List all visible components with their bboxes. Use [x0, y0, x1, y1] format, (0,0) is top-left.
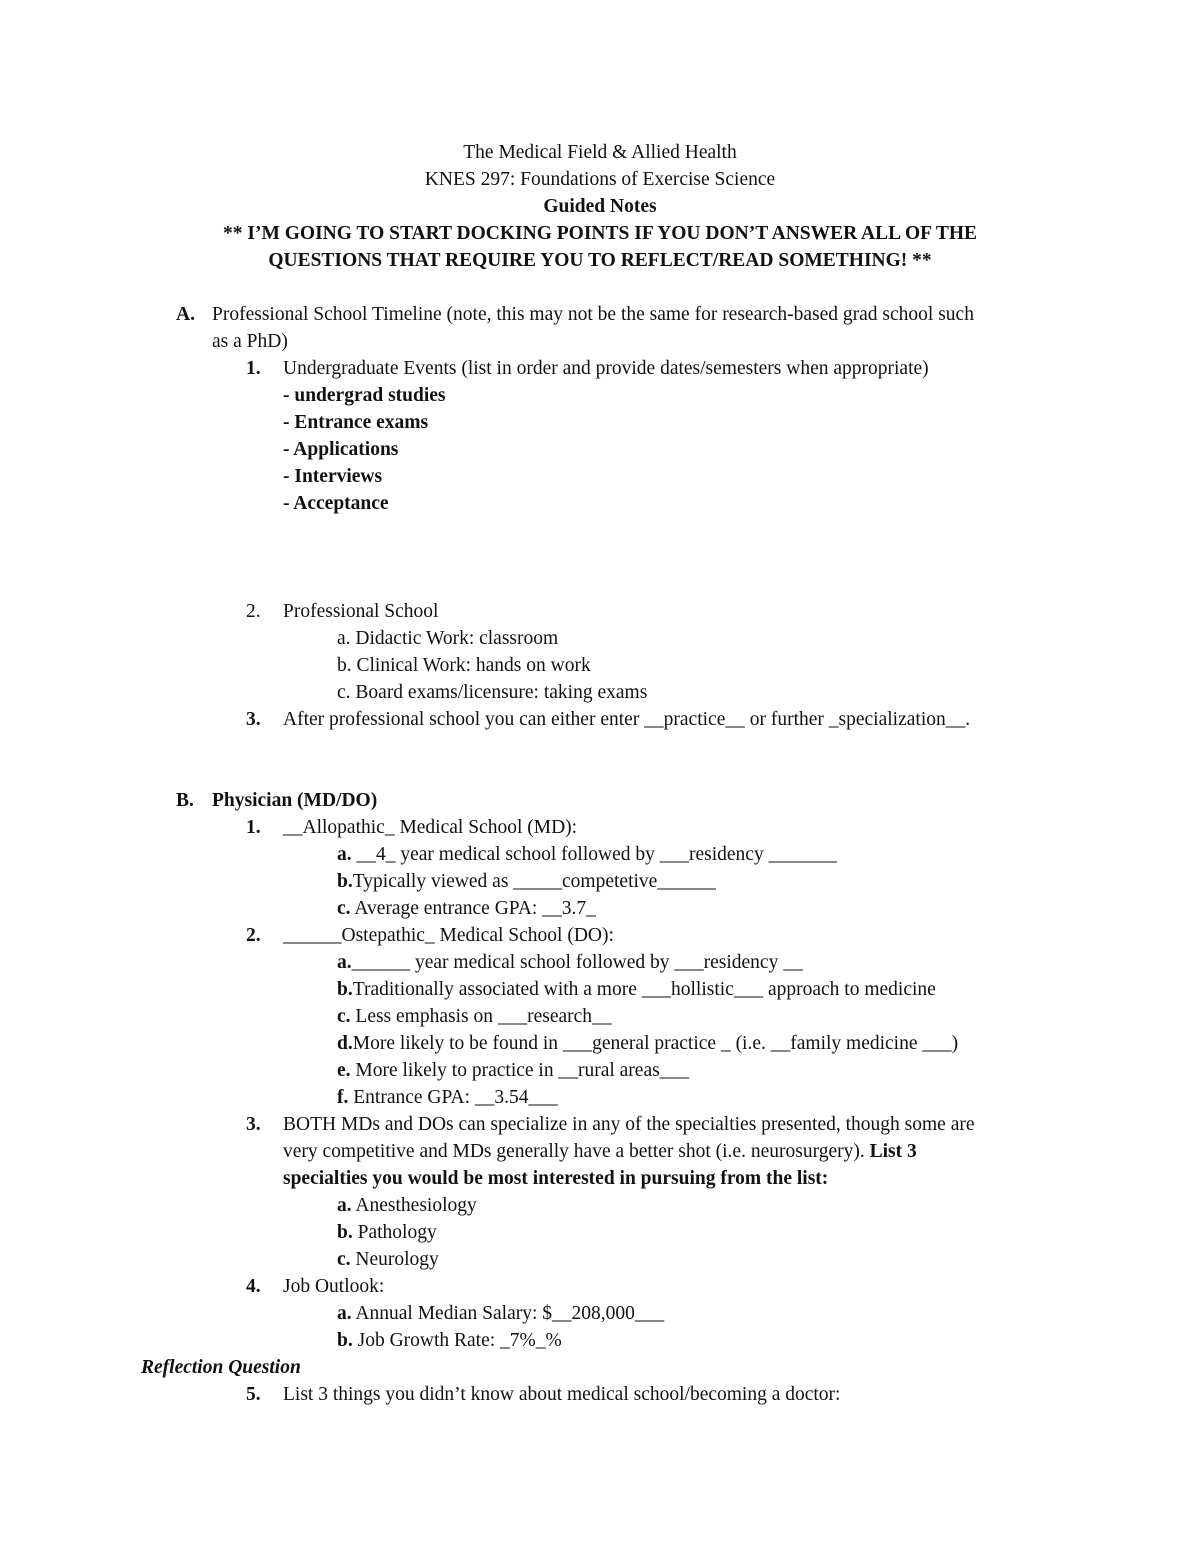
sub-marker: a. — [337, 1303, 352, 1324]
sub-text: Annual Median Salary: $__208,000___ — [351, 1303, 665, 1324]
b2-marker: 2. — [246, 925, 261, 946]
sub-marker: c. — [337, 1249, 351, 1270]
section-a-heading: Professional School Timeline (note, this may not be the same for research-based grad school such — [212, 304, 974, 325]
b3-sub-item — [337, 1219, 437, 1246]
b3-text-bold: List 3 — [869, 1141, 917, 1162]
b2-sub-item — [337, 949, 803, 976]
b5-text: List 3 things you didn’t know about medical school/becoming a doctor: — [283, 1384, 841, 1405]
warning-line-2: QUESTIONS THAT REQUIRE YOU TO REFLECT/READ SOMETHING! ** — [268, 250, 932, 271]
b2-text: ______Ostepathic_ Medical School (DO): — [283, 925, 614, 946]
section-b-marker: B. — [176, 790, 194, 811]
sub-text: Average entrance GPA: __3.7_ — [350, 898, 596, 919]
event-item: - undergrad studies — [283, 385, 446, 406]
document-title: The Medical Field & Allied Health — [463, 142, 737, 163]
sub-text: ______ year medical school followed by ___residency __ — [351, 952, 803, 973]
a2-marker: 2. — [246, 601, 261, 622]
a3-marker: 3. — [246, 709, 261, 730]
sub-marker: c. — [337, 898, 351, 919]
event-item: - Entrance exams — [283, 412, 429, 433]
sub-text: More likely to be found in ___general practice _ (i.e. __family medicine ___) — [352, 1033, 959, 1054]
b1-text: __Allopathic_ Medical School (MD): — [283, 817, 578, 838]
document-subtitle: Guided Notes — [543, 196, 657, 217]
b3-text-line-2 — [283, 1138, 917, 1165]
section-a-marker: A. — [176, 304, 195, 325]
b1-sub-item — [337, 895, 596, 922]
b3-text-line-3: specialties you would be most interested in pursuing from the list: — [283, 1168, 829, 1189]
sub-text: __4_ year medical school followed by ___residency _______ — [351, 844, 837, 865]
b2-sub-item — [337, 976, 936, 1003]
event-item: - Applications — [283, 439, 399, 460]
sub-text: Anesthesiology — [351, 1195, 477, 1216]
b4-sub-item — [337, 1300, 664, 1327]
a2-sub-item: b. Clinical Work: hands on work — [337, 655, 591, 676]
a1-marker: 1. — [246, 358, 261, 379]
b1-sub-item — [337, 868, 716, 895]
sub-marker: b. — [337, 1222, 353, 1243]
b2-sub-item — [337, 1057, 689, 1084]
sub-marker: b. — [337, 871, 353, 892]
sub-text: More likely to practice in __rural areas___ — [350, 1060, 689, 1081]
sub-marker: f. — [337, 1087, 349, 1108]
sub-text: Traditionally associated with a more ___hollistic___ approach to medicine — [352, 979, 936, 1000]
b2-sub-item — [337, 1084, 558, 1111]
sub-text: Job Growth Rate: _7%_% — [352, 1330, 562, 1351]
sub-marker: a. — [337, 952, 352, 973]
a2-sub-item: a. Didactic Work: classroom — [337, 628, 559, 649]
a3-text: After professional school you can either enter __practice__ or further _specialization__. — [283, 709, 971, 730]
sub-text: Pathology — [352, 1222, 437, 1243]
b2-sub-item — [337, 1003, 612, 1030]
b3-text-plain: very competitive and MDs generally have a better shot (i.e. neurosurgery). — [283, 1141, 870, 1162]
warning-line-1: ** I’M GOING TO START DOCKING POINTS IF YOU DON’T ANSWER ALL OF THE — [223, 223, 977, 244]
b4-text: Job Outlook: — [283, 1276, 385, 1297]
event-item: - Interviews — [283, 466, 383, 487]
b4-sub-item — [337, 1327, 562, 1354]
section-a-heading-cont: as a PhD) — [212, 331, 288, 352]
course-name: KNES 297: Foundations of Exercise Science — [424, 169, 776, 190]
sub-text: Typically viewed as _____competetive______ — [352, 871, 716, 892]
section-b-heading: Physician (MD/DO) — [212, 790, 378, 811]
sub-marker: e. — [337, 1060, 351, 1081]
b3-marker: 3. — [246, 1114, 261, 1135]
b2-sub-item — [337, 1030, 958, 1057]
b4-marker: 4. — [246, 1276, 261, 1297]
sub-marker: d. — [337, 1033, 353, 1054]
sub-marker: a. — [337, 844, 352, 865]
b3-sub-item — [337, 1192, 477, 1219]
b1-marker: 1. — [246, 817, 261, 838]
b3-text-line-1: BOTH MDs and DOs can specialize in any of the specialties presented, though some are — [283, 1114, 975, 1135]
sub-text: Entrance GPA: __3.54___ — [348, 1087, 558, 1108]
event-item: - Acceptance — [283, 493, 389, 514]
b5-marker: 5. — [246, 1384, 261, 1405]
sub-marker: b. — [337, 979, 353, 1000]
reflection-heading: Reflection Question — [141, 1357, 301, 1378]
sub-marker: c. — [337, 1006, 351, 1027]
b3-sub-item — [337, 1246, 439, 1273]
sub-marker: b. — [337, 1330, 353, 1351]
sub-text: Neurology — [350, 1249, 439, 1270]
a2-sub-item: c. Board exams/licensure: taking exams — [337, 682, 648, 703]
a1-text: Undergraduate Events (list in order and provide dates/semesters when appropriate) — [283, 358, 929, 379]
b1-sub-item — [337, 841, 837, 868]
sub-marker: a. — [337, 1195, 352, 1216]
a2-text: Professional School — [283, 601, 439, 622]
sub-text: Less emphasis on ___research__ — [350, 1006, 612, 1027]
